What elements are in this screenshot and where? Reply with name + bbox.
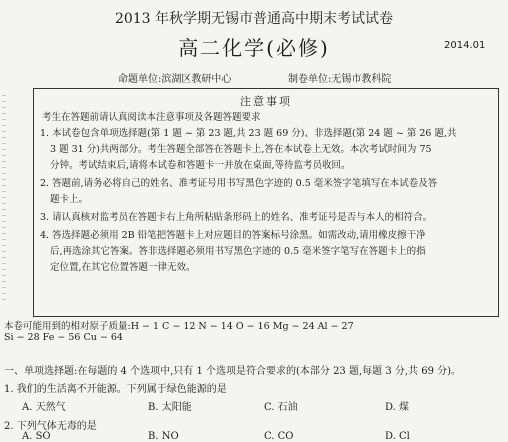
producer: 制卷单位:无锡市教科院	[288, 74, 392, 85]
atomic-masses-line2: Si − 28 Fe − 56 Cu − 64	[4, 332, 123, 343]
notice-line: 考生在答题前请认真阅读本注意事项及各题答题要求	[42, 112, 261, 123]
notice-line: 2. 答题前,请务必将自己的姓名、准考证号用书写黑色字迹的 0.5 毫米签字笔填写在本试卷及答	[40, 178, 438, 189]
question-1-option-b: B. 太阳能	[148, 402, 192, 413]
question-2-option-d: D. Cl	[385, 431, 410, 442]
atomic-masses-line1: 本卷可能用到的相对原子质量:H − 1 C − 12 N − 14 O − 16 Mg − 24 Al − 27	[4, 321, 354, 332]
question-1-option-c: C. 石油	[264, 402, 298, 413]
exam-title: 2013 年秋学期无锡市普通高中期末考试试卷	[114, 11, 394, 27]
binding-gutter	[2, 95, 6, 305]
question-2-stem: 2. 下列气体无毒的是	[4, 421, 97, 432]
question-1-option-d: D. 煤	[385, 402, 410, 413]
question-1-stem: 1. 我们的生活离不开能源。下列属于绿色能源的是	[4, 384, 227, 395]
notice-line: 4. 答选择题必须用 2B 铅笔把答题卡上对应题目的答案标号涂黑。如需改动,请用橡皮擦干净	[40, 230, 426, 241]
notice-box	[33, 88, 499, 317]
notice-line: 定位置,在其它位置答题一律无效。	[50, 262, 196, 273]
notice-line: 题卡上。	[50, 194, 89, 205]
question-2-option-a: A. SO	[22, 431, 51, 442]
exam-date: 2014.01	[444, 40, 486, 51]
notice-line: 3. 请认真核对监考员在答题卡右上角所粘贴条形码上的姓名、准考证号是否与本人的相符合。	[40, 212, 433, 223]
question-2-option-b: B. NO	[148, 431, 179, 442]
question-1-option-a: A. 天然气	[22, 402, 66, 413]
notice-line: 3 题 31 分)共两部分。考生答题全部答在答题卡上,答在本试卷上无效。本次考试时间为 75	[50, 144, 432, 155]
section-heading: 一、单项选择题:在每题的 4 个选项中,只有 1 个选项是符合要求的(本部分 23 题,每题 3 分,共 69 分)。	[4, 366, 462, 377]
question-2-option-c: C. CO	[264, 431, 294, 442]
notice-title: 注意事项	[240, 95, 292, 108]
subject-title: 高二化学(必修)	[178, 36, 330, 60]
notice-line: 后,再选涂其它答案。答非选择题必须用书写黑色字迹的 0.5 毫米签字笔写在答题卡上的指	[50, 246, 426, 257]
notice-line: 1. 本试卷包含单项选择题(第 1 题 ~ 第 23 题,共 23 题 69 分)、非选择题(第 24 题 ~ 第 26 题,共	[40, 128, 457, 139]
notice-line: 分钟。考试结束后,请将本试卷和答题卡一并放在桌面,等待监考员收回。	[50, 160, 351, 171]
question-setter: 命题单位:滨湖区教研中心	[118, 74, 232, 85]
